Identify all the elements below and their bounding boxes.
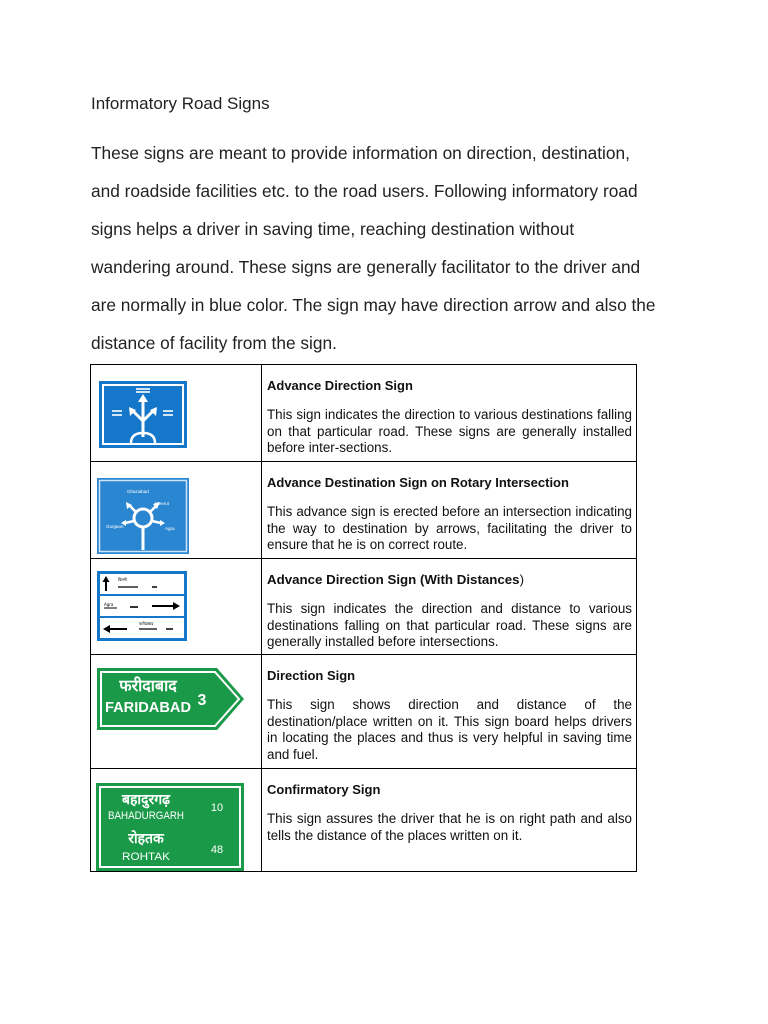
sign-text-cell bbox=[262, 462, 637, 559]
road-signs-table bbox=[90, 364, 637, 872]
sign-image-cell bbox=[91, 462, 262, 559]
row-title: Advance Destination Sign on Rotary Intersection bbox=[267, 475, 569, 490]
intro-line: signs helps a driver in saving time, reaching destination without bbox=[91, 219, 575, 239]
row-description: This sign shows direction and distance of the destination/place written on it. This sign board helps drivers in locating the places and thus is very helpful in saving time and fuel. bbox=[267, 697, 632, 762]
page-heading: Informatory Road Signs bbox=[91, 94, 270, 113]
sign-image-cell bbox=[91, 769, 262, 872]
row-description: This advance sign is erected before an intersection indicating the way to destination by arrows, facilitating the driver to ensure that he is on correct route. bbox=[267, 504, 632, 552]
table-row bbox=[91, 462, 637, 559]
sign-label: Agra bbox=[104, 602, 114, 607]
sign-label: Ghaziabad bbox=[127, 489, 149, 494]
row-description: This sign indicates the direction to various destinations falling on that particular road. These signs are generally installed before inter-sections. bbox=[267, 407, 632, 455]
row-description: This sign indicates the direction and distance to various destinations falling on that particular road. These signs are generally installed before intersections. bbox=[267, 601, 632, 649]
sign-hindi-text: फरीदाबाद bbox=[119, 676, 177, 695]
row-title-main: Advance Direction Sign (With Distances bbox=[267, 572, 520, 587]
sign-text-cell bbox=[262, 769, 637, 872]
intro-paragraph bbox=[91, 134, 691, 362]
sign-distance-text: 3 bbox=[197, 692, 207, 709]
advance-direction-sign-icon bbox=[99, 381, 187, 452]
intro-line: These signs are meant to provide information on direction, destination, bbox=[91, 143, 630, 163]
table-row bbox=[91, 559, 637, 655]
sign-image-cell bbox=[91, 655, 262, 769]
sign-hindi-text: बहादुरगढ़ bbox=[122, 792, 170, 808]
sign-distance-text: 10 bbox=[210, 802, 224, 814]
sign-text-cell bbox=[262, 559, 637, 655]
row-description: This sign assures the driver that he is on right path and also tells the distance of the places written on it. bbox=[267, 811, 632, 843]
sign-label: दिल्ली bbox=[118, 577, 127, 582]
sign-image-cell bbox=[91, 365, 262, 462]
confirmatory-sign-icon bbox=[96, 783, 244, 875]
sign-english-text: FARIDABAD bbox=[105, 699, 192, 716]
table-row bbox=[91, 365, 637, 462]
faridabad-direction-sign-icon bbox=[96, 667, 246, 735]
sign-distance-text: 48 bbox=[210, 844, 224, 856]
table-row bbox=[91, 655, 637, 769]
table-row bbox=[91, 769, 637, 872]
sign-text-cell bbox=[262, 655, 637, 769]
row-title bbox=[267, 572, 632, 587]
sign-label: फरीदाबाद bbox=[139, 621, 154, 626]
sign-text-cell bbox=[262, 365, 637, 462]
sign-label: Meerut bbox=[155, 501, 170, 506]
sign-english-text: ROHTAK bbox=[122, 851, 171, 863]
intro-line: distance of facility from the sign. bbox=[91, 333, 337, 353]
row-title: Advance Direction Sign bbox=[267, 378, 413, 393]
sign-hindi-text: रोहतक bbox=[128, 831, 164, 847]
intro-line: wandering around. These signs are generally facilitator to the driver and bbox=[91, 257, 641, 277]
direction-distance-sign-icon bbox=[97, 571, 187, 645]
sign-label: Agra bbox=[165, 526, 175, 531]
rotary-destination-sign-icon bbox=[97, 478, 189, 558]
sign-image-cell bbox=[91, 559, 262, 655]
row-title-suffix: ) bbox=[519, 572, 525, 587]
row-title: Confirmatory Sign bbox=[267, 782, 381, 797]
intro-line: are normally in blue color. The sign may have direction arrow and also the bbox=[91, 295, 656, 315]
sign-label: Gurgaon bbox=[106, 524, 124, 529]
intro-line: and roadside facilities etc. to the road users. Following informatory road bbox=[91, 181, 638, 201]
sign-english-text: BAHADURGARH bbox=[108, 810, 185, 822]
row-title: Direction Sign bbox=[267, 668, 356, 683]
